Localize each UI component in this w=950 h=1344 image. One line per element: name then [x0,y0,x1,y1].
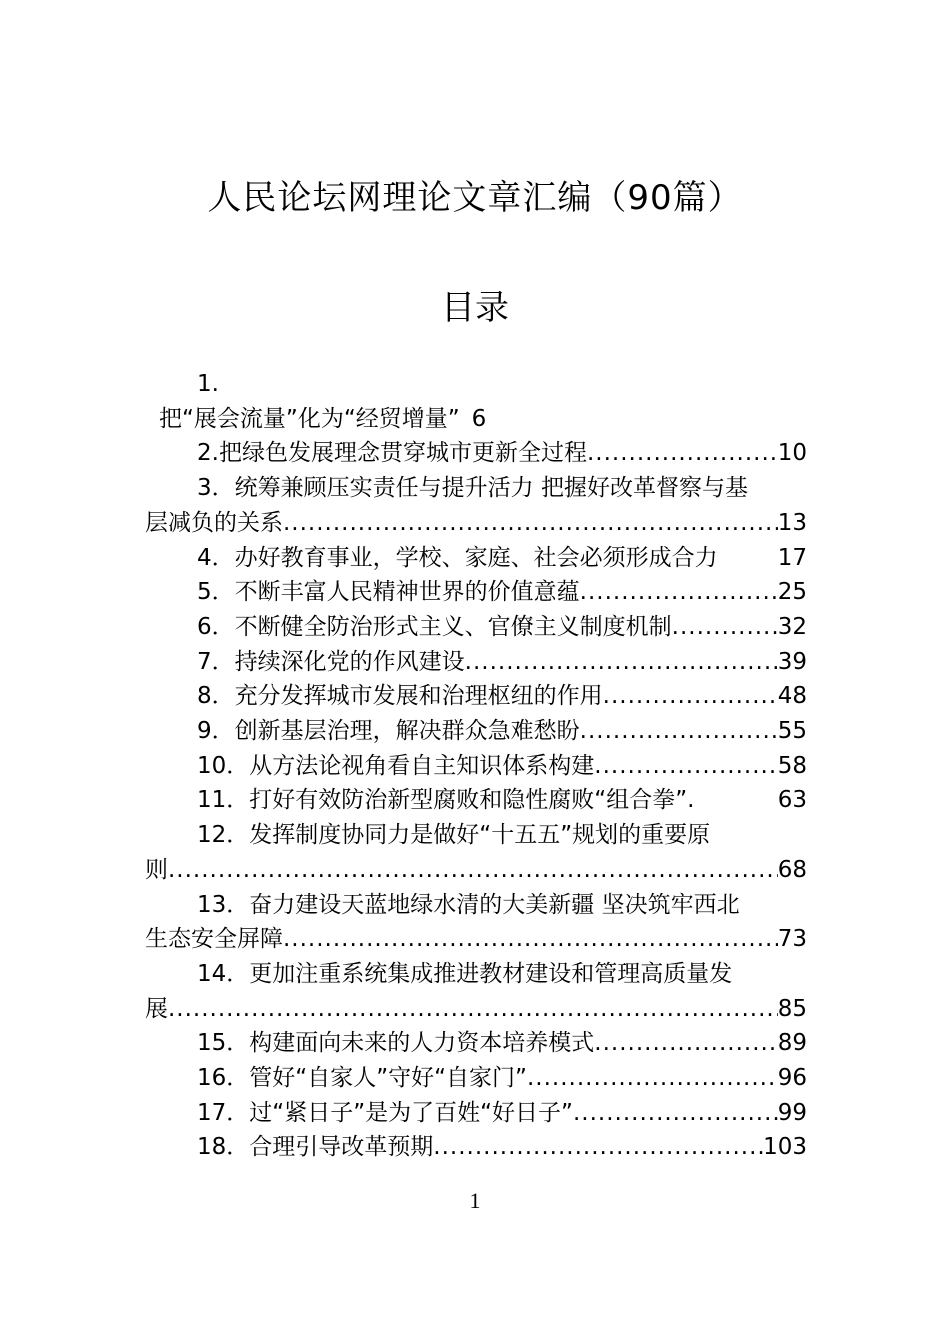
toc-entry-number: 17． [197,1099,250,1126]
toc-entry-title: 打好有效防治新型腐败和隐性腐败“组合拳” [249,787,688,814]
toc-entry-title-line2: 则 [145,856,168,883]
toc-entry-number: 5． [197,579,235,606]
toc-entry-18[interactable] [145,1130,807,1165]
toc-leader [580,575,778,610]
toc-entry-title: 把绿色发展理念贯穿城市更新全过程 [218,440,587,467]
toc-entry-1[interactable] [145,367,807,436]
toc-entry-page: 73 [777,926,807,953]
toc-entry-title-line2: 展 [145,995,168,1022]
toc-entry-12[interactable] [145,818,807,887]
toc-entry-17[interactable] [145,1096,807,1131]
toc-leader [168,992,778,1027]
toc-entry-11[interactable]: 11． 打好有效防治新型腐败和隐性腐败“组合拳” . 63 [145,783,807,818]
toc-leader [433,1130,763,1165]
toc-entry-number: 16． [197,1065,250,1092]
toc-entry-number: 14． [197,960,250,987]
toc-entry-5[interactable] [145,575,807,610]
toc-entry-number: 4． [197,544,235,571]
toc-leader [573,1096,778,1131]
toc-entry-15[interactable] [145,1026,807,1061]
toc-entry-title: 创新基层治理，解决群众急难愁盼 [234,718,580,745]
toc-entry-title-line1: 发挥制度协同力是做好“十五五”规划的重要原 [249,822,711,849]
toc-entry-title-line1: 统筹兼顾压实责任与提升活力 把握好改革督察与基 [234,475,748,502]
document-title: 人民论坛网理论文章汇编（90篇） [207,178,743,218]
toc-entry-page: 32 [777,613,807,640]
toc-entry-page: 13 [777,509,807,536]
toc-leader [672,610,778,645]
toc-entry-number: 15． [197,1030,250,1057]
toc-entry-page: 6 [471,405,487,432]
toc-entry-number: 12． [197,822,250,849]
toc-entry-10[interactable] [145,749,807,784]
toc-leader [465,645,778,680]
toc-entry-number: 9． [197,718,235,745]
toc-leader [587,436,778,471]
toc-entry-title: 办好教育事业，学校、家庭、社会必须形成合力 [234,544,718,571]
table-of-contents [145,367,807,1165]
toc-entry-page: 10 [777,440,807,467]
toc-entry-page: 103 [763,1134,807,1161]
toc-entry-page: 58 [777,752,807,779]
toc-entry-number: 13． [197,891,250,918]
toc-leader [283,922,778,957]
toc-entry-13[interactable] [145,888,807,957]
toc-entry-title: 把“展会流量”化为“经贸增量” [159,405,460,432]
toc-entry-page: 89 [777,1030,807,1057]
toc-entry-title-line1: 更加注重系统集成推进教材建设和管理高质量发 [249,960,733,987]
toc-leader [168,853,778,888]
toc-entry-title: 管好“自家人”守好“自家门” [249,1065,527,1092]
toc-entry-number: 3． [197,475,235,502]
toc-entry-number: 1. [197,371,219,397]
toc-entry-page: 63 [777,787,807,814]
toc-entry-number: 7． [197,648,235,675]
toc-entry-2[interactable] [145,436,807,471]
toc-entry-page: 96 [777,1065,807,1092]
toc-entry-3[interactable] [145,471,807,540]
toc-entry-9[interactable] [145,714,807,749]
toc-entry-title-line2: 生态安全屏障 [145,926,283,953]
toc-entry-title: 充分发挥城市发展和治理枢纽的作用 [234,683,603,710]
toc-entry-14[interactable] [145,957,807,1026]
toc-entry-title: 从方法论视角看自主知识体系构建 [249,752,595,779]
toc-leader [603,679,778,714]
toc-leader [283,506,778,541]
toc-entry-title: 合理引导改革预期 [249,1134,434,1161]
toc-entry-8[interactable] [145,679,807,714]
toc-entry-page: 39 [777,648,807,675]
toc-entry-7[interactable] [145,645,807,680]
toc-leader [580,714,778,749]
toc-leader [594,1026,777,1061]
toc-heading: 目录 [441,288,509,328]
toc-entry-title: 构建面向未来的人力资本培养模式 [249,1030,595,1057]
toc-entry-title: 过“紧日子”是为了百姓“好日子” [249,1099,573,1126]
toc-entry-page: 85 [777,995,807,1022]
toc-entry-number: 8． [197,683,235,710]
toc-entry-number: 6． [197,613,235,640]
toc-entry-title: 持续深化党的作风建设 [234,648,465,675]
toc-entry-title-line2: 层减负的关系 [145,509,283,536]
toc-entry-page: 55 [777,718,807,745]
toc-entry-title-line1: 奋力建设天蓝地绿水清的大美新疆 坚决筑牢西北 [249,891,740,918]
toc-entry-6[interactable] [145,610,807,645]
toc-entry-4[interactable] [145,541,807,576]
toc-entry-title: 不断丰富人民精神世界的价值意蕴 [234,579,580,606]
toc-entry-page: 25 [777,579,807,606]
toc-leader [527,1061,778,1096]
toc-entry-16[interactable] [145,1061,807,1096]
toc-entry-number: 10． [197,752,250,779]
toc-entry-title: 不断健全防治形式主义、官僚主义制度机制 [234,613,672,640]
toc-entry-number: 11． [197,787,250,814]
page-number: 1 [469,1188,481,1213]
toc-entry-page: 99 [777,1099,807,1126]
toc-entry-number: 2. [197,440,219,467]
toc-entry-page: 17 [777,544,807,571]
toc-leader [594,749,777,784]
toc-entry-number: 18． [197,1134,250,1161]
toc-entry-page: 68 [777,856,807,883]
toc-entry-page: 48 [777,683,807,710]
